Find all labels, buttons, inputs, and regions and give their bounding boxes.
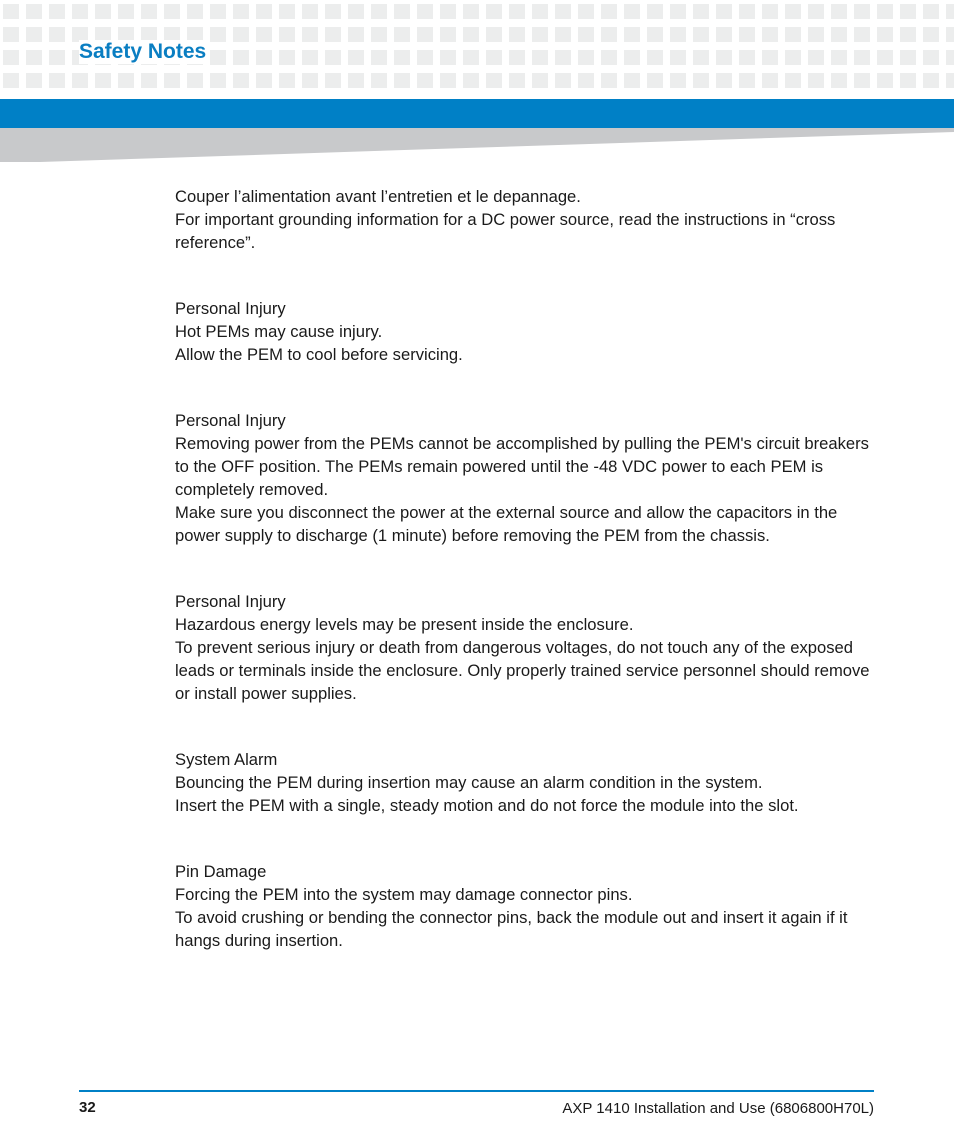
pattern-square (371, 27, 387, 42)
pattern-square (808, 27, 824, 42)
pattern-square (302, 4, 318, 19)
pattern-square (325, 27, 341, 42)
pattern-square (3, 27, 19, 42)
pattern-square (440, 73, 456, 88)
pattern-square (946, 73, 954, 88)
pattern-square (877, 50, 893, 65)
pattern-square (509, 73, 525, 88)
pattern-square (808, 73, 824, 88)
pattern-square (601, 4, 617, 19)
pattern-square (578, 73, 594, 88)
pattern-square (440, 27, 456, 42)
note-line: Allow the PEM to cool before servicing. (175, 345, 463, 364)
pattern-square (900, 27, 916, 42)
pattern-square (532, 4, 548, 19)
pattern-square (532, 27, 548, 42)
pattern-square (555, 50, 571, 65)
pattern-square (739, 27, 755, 42)
pattern-square (463, 73, 479, 88)
pattern-square (670, 50, 686, 65)
pattern-square (854, 4, 870, 19)
pattern-square (532, 73, 548, 88)
pattern-square (141, 4, 157, 19)
pattern-square (693, 27, 709, 42)
pattern-square (371, 73, 387, 88)
pattern-square (486, 50, 502, 65)
note-block (175, 409, 875, 547)
note-heading: Personal Injury (175, 592, 286, 611)
pattern-square (26, 27, 42, 42)
pattern-square (95, 73, 111, 88)
page-number: 32 (79, 1099, 96, 1116)
pattern-square (348, 27, 364, 42)
pattern-square (854, 27, 870, 42)
pattern-square (486, 27, 502, 42)
note-line: Make sure you disconnect the power at the external source and allow the capacitors in the power supply to discharge (1 minute) before removing the PEM from the chassis. (175, 503, 838, 545)
pattern-square (118, 73, 134, 88)
pattern-square (26, 50, 42, 65)
pattern-square (279, 27, 295, 42)
pattern-square (831, 4, 847, 19)
note-heading: System Alarm (175, 750, 278, 769)
pattern-square (693, 4, 709, 19)
pattern-square (3, 73, 19, 88)
pattern-square (785, 50, 801, 65)
pattern-square (26, 73, 42, 88)
pattern-square (256, 50, 272, 65)
pattern-square (946, 50, 954, 65)
pattern-square (141, 73, 157, 88)
note-heading: Pin Damage (175, 862, 267, 881)
pattern-square (854, 50, 870, 65)
pattern-square (670, 73, 686, 88)
footer-rule (79, 1090, 874, 1092)
pattern-square (348, 73, 364, 88)
pattern-square (923, 73, 939, 88)
note-block (175, 590, 875, 705)
pattern-square (256, 27, 272, 42)
pattern-square (762, 73, 778, 88)
document-title: AXP 1410 Installation and Use (6806800H70L) (562, 1100, 874, 1117)
pattern-square (72, 73, 88, 88)
pattern-square (394, 50, 410, 65)
pattern-square (463, 27, 479, 42)
pattern-square (486, 73, 502, 88)
pattern-square (26, 4, 42, 19)
note-block (175, 297, 875, 366)
pattern-square (233, 73, 249, 88)
pattern-square (72, 4, 88, 19)
pattern-square (831, 73, 847, 88)
pattern-square (785, 73, 801, 88)
pattern-square (716, 4, 732, 19)
pattern-square (210, 27, 226, 42)
pattern-square (739, 4, 755, 19)
pattern-square (417, 50, 433, 65)
pattern-square (624, 27, 640, 42)
pattern-square (394, 4, 410, 19)
pattern-square (417, 73, 433, 88)
pattern-square (716, 73, 732, 88)
pattern-square (164, 4, 180, 19)
pattern-square (371, 50, 387, 65)
pattern-square (279, 4, 295, 19)
pattern-square (118, 4, 134, 19)
note-line: Insert the PEM with a single, steady motion and do not force the module into the slot. (175, 796, 799, 815)
pattern-square (555, 73, 571, 88)
pattern-square (486, 4, 502, 19)
pattern-square (187, 4, 203, 19)
pattern-square (440, 4, 456, 19)
pattern-square (601, 27, 617, 42)
header-grey-wedge (0, 128, 954, 162)
pattern-square (3, 50, 19, 65)
pattern-square (624, 4, 640, 19)
note-heading: Personal Injury (175, 299, 286, 318)
pattern-square (854, 73, 870, 88)
pattern-square (210, 50, 226, 65)
pattern-square (831, 27, 847, 42)
pattern-square (555, 27, 571, 42)
pattern-square (647, 73, 663, 88)
note-line: Hot PEMs may cause injury. (175, 322, 383, 341)
pattern-square (877, 4, 893, 19)
pattern-square (900, 4, 916, 19)
note-line: To avoid crushing or bending the connector pins, back the module out and insert it again if it hangs during insertion. (175, 908, 848, 950)
pattern-square (578, 50, 594, 65)
pattern-square (716, 50, 732, 65)
pattern-square (670, 4, 686, 19)
pattern-square (762, 4, 778, 19)
pattern-square (762, 50, 778, 65)
pattern-square (624, 50, 640, 65)
pattern-square (877, 73, 893, 88)
pattern-square (601, 73, 617, 88)
note-line: To prevent serious injury or death from dangerous voltages, do not touch any of the exposed leads or terminals inside the enclosure. Only properly trained service personnel should remove or install power supplies. (175, 638, 870, 703)
pattern-square (509, 50, 525, 65)
pattern-square (256, 4, 272, 19)
page-title: Safety Notes (79, 40, 210, 64)
note-block (175, 748, 875, 817)
pattern-square (578, 4, 594, 19)
pattern-square (279, 73, 295, 88)
pattern-square (463, 50, 479, 65)
note-block (175, 860, 875, 952)
pattern-square (785, 27, 801, 42)
pattern-square (417, 27, 433, 42)
pattern-square (49, 27, 65, 42)
pattern-square (624, 73, 640, 88)
pattern-square (923, 50, 939, 65)
pattern-square (348, 50, 364, 65)
pattern-square (210, 73, 226, 88)
pattern-square (693, 73, 709, 88)
pattern-square (946, 27, 954, 42)
pattern-square (923, 4, 939, 19)
note-line: Forcing the PEM into the system may damage connector pins. (175, 885, 633, 904)
pattern-square (808, 50, 824, 65)
note-line: Hazardous energy levels may be present inside the enclosure. (175, 615, 634, 634)
pattern-square (923, 27, 939, 42)
pattern-square (210, 4, 226, 19)
safety-notes-body (175, 185, 875, 995)
pattern-square (233, 27, 249, 42)
pattern-square (578, 27, 594, 42)
pattern-square (946, 4, 954, 19)
note-line: Removing power from the PEMs cannot be accomplished by pulling the PEM's circuit breakers to the OFF position. The PEMs remain powered until the -48 VDC power to each PEM is completely removed. (175, 434, 869, 499)
pattern-square (49, 73, 65, 88)
pattern-square (601, 50, 617, 65)
pattern-square (716, 27, 732, 42)
pattern-square (647, 27, 663, 42)
pattern-square (348, 4, 364, 19)
pattern-square (509, 27, 525, 42)
pattern-square (417, 4, 433, 19)
pattern-square (49, 50, 65, 65)
pattern-square (693, 50, 709, 65)
pattern-square (900, 50, 916, 65)
pattern-square (647, 4, 663, 19)
pattern-square (49, 4, 65, 19)
pattern-square (302, 50, 318, 65)
pattern-square (164, 73, 180, 88)
pattern-square (394, 27, 410, 42)
note-heading: Personal Injury (175, 411, 286, 430)
pattern-square (187, 73, 203, 88)
pattern-square (739, 50, 755, 65)
pattern-square (302, 73, 318, 88)
pattern-square (900, 73, 916, 88)
pattern-square (463, 4, 479, 19)
pattern-square (739, 73, 755, 88)
pattern-square (279, 50, 295, 65)
pattern-square (325, 73, 341, 88)
pattern-square (371, 4, 387, 19)
pattern-square (233, 4, 249, 19)
pattern-square (394, 73, 410, 88)
note-line: For important grounding information for a DC power source, read the instructions in “cross reference”. (175, 210, 836, 252)
pattern-square (325, 50, 341, 65)
note-line: Couper l’alimentation avant l’entretien et le depannage. (175, 187, 581, 206)
pattern-square (785, 4, 801, 19)
pattern-square (877, 27, 893, 42)
pattern-square (3, 4, 19, 19)
pattern-square (670, 27, 686, 42)
pattern-square (256, 73, 272, 88)
pattern-square (509, 4, 525, 19)
pattern-square (762, 27, 778, 42)
pattern-square (325, 4, 341, 19)
pattern-square (808, 4, 824, 19)
pattern-square (95, 4, 111, 19)
pattern-square (555, 4, 571, 19)
pattern-square (647, 50, 663, 65)
note-line: Bouncing the PEM during insertion may cause an alarm condition in the system. (175, 773, 763, 792)
pattern-square (532, 50, 548, 65)
header-blue-bar (0, 99, 954, 128)
pattern-square (440, 50, 456, 65)
pattern-square (831, 50, 847, 65)
pattern-square (233, 50, 249, 65)
note-block (175, 185, 875, 254)
pattern-square (302, 27, 318, 42)
